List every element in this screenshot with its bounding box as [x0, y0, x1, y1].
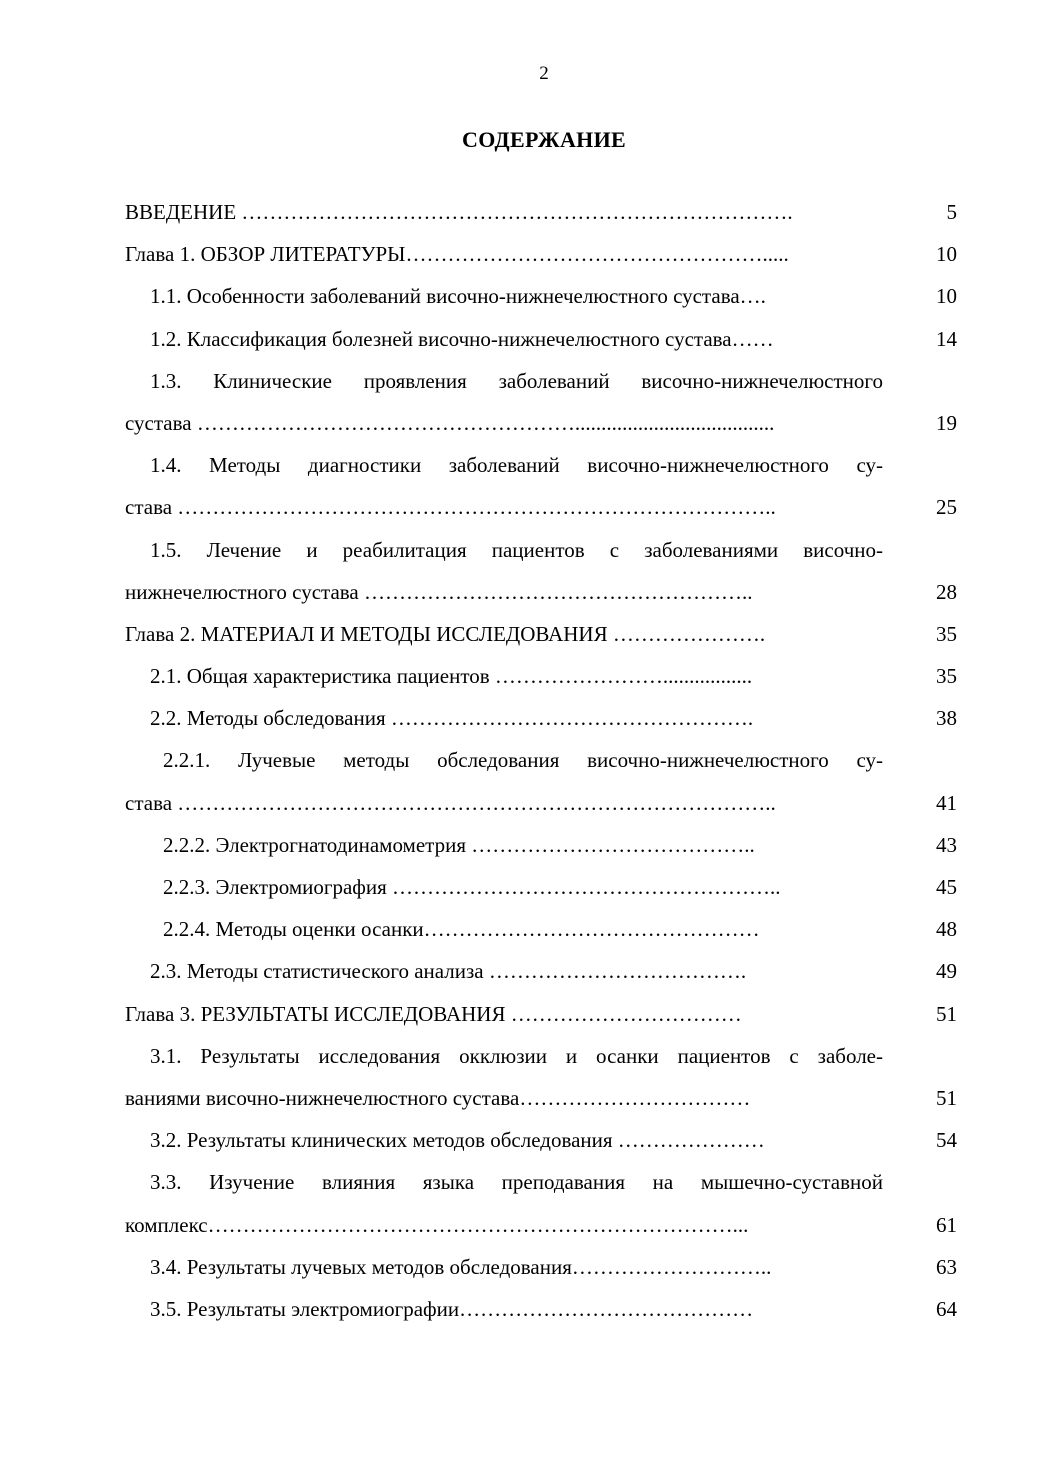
- toc-entry-page: 35: [936, 621, 957, 646]
- toc-entry-text: сустава ………………………………………………......................................: [125, 410, 775, 435]
- toc-entry: [125, 871, 957, 913]
- toc-entry: [125, 998, 957, 1040]
- toc-entry-page: 41: [936, 790, 957, 815]
- toc-entry-text: 3.5. Результаты электромиографии……………………………………: [150, 1296, 754, 1321]
- toc-entry: [125, 744, 957, 828]
- toc-entry-text: комплекс…………………………………………………………………...: [125, 1212, 749, 1237]
- toc-entry: [125, 1251, 957, 1293]
- toc-entry-text: 1.3. Клинические проявления заболеваний височно-нижнечелюстного: [150, 368, 883, 393]
- toc-entry: [125, 238, 957, 280]
- toc-entry-text: 1.2. Классификация болезней височно-нижнечелюстного сустава……: [150, 326, 774, 351]
- toc-entry-page: 49: [936, 959, 957, 984]
- toc-entry-text: 1.4. Методы диагностики заболеваний височно-нижнечелюстного су-: [150, 453, 883, 478]
- toc-entry-text: става …………………………………………………………………………..: [125, 790, 776, 815]
- toc-entry-text: 3.2. Результаты клинических методов обследования …………………: [150, 1128, 765, 1153]
- toc-entry-text: ВВЕДЕНИЕ …………………………………………………………………….: [125, 200, 793, 224]
- toc-entry-page: 51: [936, 1001, 957, 1026]
- toc-entry: [125, 196, 957, 238]
- toc-entry-text: 2.2.1. Лучевые методы обследования височно-нижнечелюстного су-: [163, 748, 883, 773]
- toc-entry-text: 2.2.2. Электрогнатодинамометрия …………………………………..: [163, 832, 755, 857]
- toc-entry-text: 2.2.3. Электромиография ………………………………………………..: [163, 875, 781, 899]
- table-of-contents: [125, 196, 957, 1335]
- toc-entry-page: 51: [936, 1085, 957, 1110]
- toc-entry: [125, 1166, 957, 1250]
- toc-entry: [125, 323, 957, 365]
- toc-entry-page: 48: [936, 917, 957, 942]
- toc-entry-page: 25: [936, 495, 957, 520]
- page-number: 2: [539, 63, 549, 84]
- toc-entry-page: 45: [936, 875, 957, 899]
- toc-entry-page: 5: [946, 200, 957, 224]
- toc-entry: [125, 1040, 957, 1124]
- toc-entry-page: 64: [936, 1296, 957, 1321]
- toc-entry: [125, 280, 957, 322]
- toc-entry-page: 63: [936, 1254, 957, 1279]
- toc-entry-page: 28: [936, 579, 957, 604]
- toc-entry-text: 3.1. Результаты исследования окклюзии и осанки пациентов с заболе-: [150, 1043, 883, 1068]
- toc-entry: [125, 618, 957, 660]
- toc-entry-page: 61: [936, 1212, 957, 1237]
- toc-entry: [125, 660, 957, 702]
- toc-entry-page: 35: [936, 664, 957, 689]
- toc-entry-text: ваниями височно-нижнечелюстного сустава……………………………: [125, 1085, 751, 1110]
- toc-entry-text: 1.1. Особенности заболеваний височно-нижнечелюстного сустава….: [150, 284, 766, 309]
- toc-entry-page: 14: [936, 326, 957, 351]
- toc-entry-text: Глава 2. МАТЕРИАЛ И МЕТОДЫ ИССЛЕДОВАНИЯ ………………….: [125, 621, 766, 646]
- toc-entry: [125, 913, 957, 955]
- toc-entry-page: 38: [936, 706, 957, 731]
- toc-entry-text: 2.3. Методы статистического анализа ……………………………….: [150, 959, 747, 984]
- toc-entry-text: Глава 3. РЕЗУЛЬТАТЫ ИССЛЕДОВАНИЯ ……………………………: [125, 1001, 742, 1026]
- toc-entry-text: Глава 1. ОБЗОР ЛИТЕРАТУРЫ…………………………………………….....: [125, 242, 789, 267]
- toc-entry-text: 2.2.4. Методы оценки осанки…………………………………………: [163, 917, 760, 942]
- toc-entry-page: 43: [936, 832, 957, 857]
- toc-entry-page: 10: [936, 242, 957, 267]
- toc-entry-text: 1.5. Лечение и реабилитация пациентов с заболеваниями височно-: [150, 537, 883, 562]
- toc-entry-page: 54: [936, 1128, 957, 1153]
- toc-entry: [125, 365, 957, 449]
- toc-entry-text: става …………………………………………………………………………..: [125, 495, 776, 520]
- toc-entry: [125, 534, 957, 618]
- toc-entry-text: 3.4. Результаты лучевых методов обследования………………………..: [150, 1254, 772, 1279]
- toc-title: СОДЕРЖАНИЕ: [462, 127, 626, 152]
- toc-entry: [125, 1124, 957, 1166]
- toc-entry: [125, 829, 957, 871]
- toc-entry: [125, 1293, 957, 1335]
- toc-entry: [125, 955, 957, 997]
- toc-entry: [125, 449, 957, 533]
- toc-entry-page: 10: [936, 284, 957, 309]
- toc-entry-text: 3.3. Изучение влияния языка преподавания на мышечно-суставной: [150, 1170, 883, 1195]
- toc-entry: [125, 702, 957, 744]
- toc-entry-text: 2.1. Общая характеристика пациентов …………………….................: [150, 664, 753, 689]
- toc-entry-page: 19: [936, 410, 957, 435]
- toc-entry-text: нижнечелюстного сустава ………………………………………………..: [125, 579, 753, 604]
- toc-entry-text: 2.2. Методы обследования …………………………………………….: [150, 706, 754, 731]
